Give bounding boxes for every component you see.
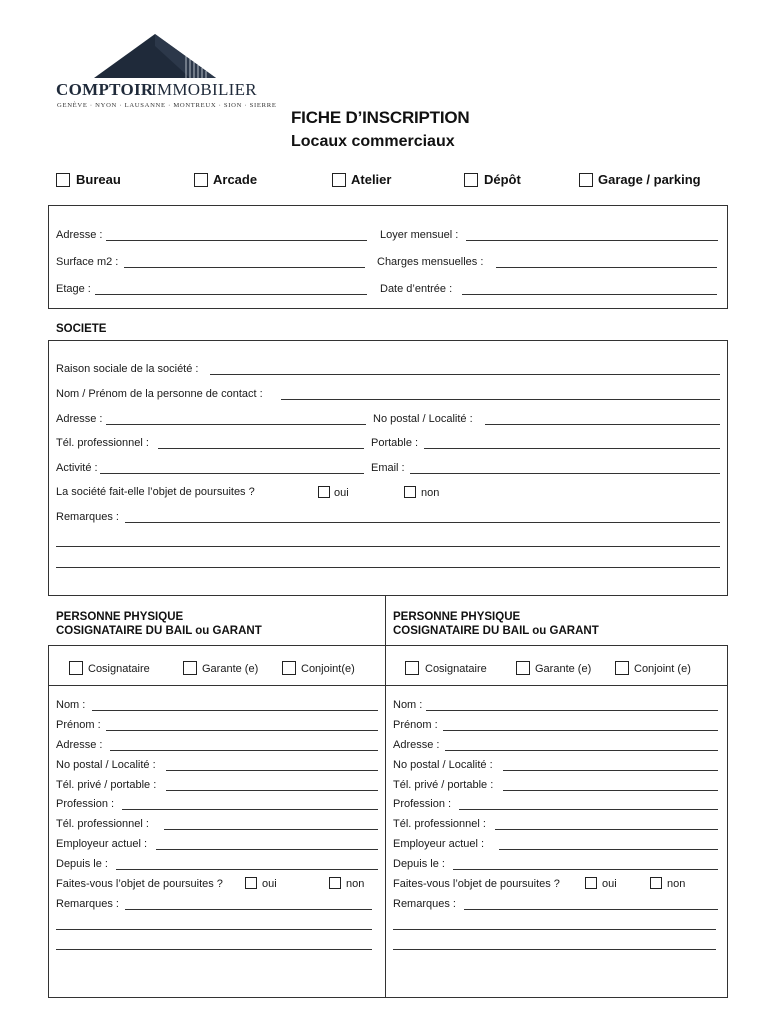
property-etage-label: Etage : bbox=[56, 283, 91, 295]
company-logo bbox=[56, 32, 277, 112]
societe-portable-field[interactable] bbox=[424, 448, 720, 449]
person-1-cosignataire-label: Cosignataire bbox=[88, 663, 150, 675]
person-2-employeur-label: Employeur actuel : bbox=[393, 838, 485, 850]
property-type-bureau: Bureau bbox=[76, 172, 121, 187]
property-adresse-label: Adresse : bbox=[56, 229, 103, 241]
societe-non-checkbox[interactable] bbox=[404, 486, 416, 498]
societe-tel-label: Tél. professionnel : bbox=[56, 437, 149, 449]
societe-activite-label: Activité : bbox=[56, 462, 98, 474]
person-1-nom-field[interactable] bbox=[92, 710, 378, 711]
property-type-garage: Garage / parking bbox=[598, 172, 701, 187]
societe-oui-label: oui bbox=[334, 487, 349, 499]
societe-remarques-field[interactable] bbox=[125, 522, 720, 523]
person-1-oui-label: oui bbox=[262, 878, 277, 890]
societe-portable-label: Portable : bbox=[371, 437, 419, 449]
person-2-remarques-line-3[interactable] bbox=[393, 949, 716, 950]
person-2-depuis-label: Depuis le : bbox=[393, 858, 445, 870]
person-1-depuis-field[interactable] bbox=[116, 869, 378, 870]
property-surface-field[interactable] bbox=[124, 267, 365, 268]
societe-remarques-line-2[interactable] bbox=[56, 546, 720, 547]
person-1-garant-checkbox[interactable] bbox=[183, 661, 197, 675]
person-2-garant-label: Garante (e) bbox=[535, 663, 592, 675]
person-1-adresse-field[interactable] bbox=[110, 750, 378, 751]
person-1-conjoint-checkbox[interactable] bbox=[282, 661, 296, 675]
page-title: FICHE D’INSCRIPTION bbox=[291, 108, 470, 127]
person-2-tel-pro-label: Tél. professionnel : bbox=[393, 818, 486, 830]
person-2-nom-field[interactable] bbox=[426, 710, 718, 711]
person-1-remarques-field[interactable] bbox=[125, 909, 372, 910]
logo-name-right: IMMOBILIER bbox=[151, 80, 257, 99]
person-2-non-label: non bbox=[667, 878, 686, 890]
societe-adresse-label: Adresse : bbox=[56, 413, 103, 425]
person-1-tel-prive-field[interactable] bbox=[166, 790, 378, 791]
property-type-arcade: Arcade bbox=[213, 172, 258, 187]
property-surface-label: Surface m2 : bbox=[56, 256, 119, 268]
person-1-prenom-field[interactable] bbox=[106, 730, 378, 731]
person-1-nom-label: Nom : bbox=[56, 699, 86, 711]
person-1-garant-label: Garante (e) bbox=[202, 663, 259, 675]
person-1-tel-pro-label: Tél. professionnel : bbox=[56, 818, 149, 830]
person-2-cosignataire-label: Cosignataire bbox=[425, 663, 487, 675]
person-2-non-checkbox[interactable] bbox=[650, 877, 662, 889]
person-2-title-line1: PERSONNE PHYSIQUE bbox=[393, 611, 521, 623]
societe-remarques-label: Remarques : bbox=[56, 511, 119, 523]
societe-poursuites-label: La société fait-elle l’objet de poursuites ? bbox=[56, 486, 255, 498]
person-1-employeur-field[interactable] bbox=[156, 849, 378, 850]
checkbox-atelier[interactable] bbox=[332, 173, 346, 187]
societe-email-label: Email : bbox=[371, 462, 405, 474]
person-2-oui-checkbox[interactable] bbox=[585, 877, 597, 889]
property-loyer-field[interactable] bbox=[466, 240, 718, 241]
person-2-conjoint-label: Conjoint (e) bbox=[634, 663, 691, 675]
persons-fields-box bbox=[48, 685, 728, 998]
societe-adresse-field[interactable] bbox=[106, 424, 366, 425]
societe-email-field[interactable] bbox=[410, 473, 720, 474]
person-1-profession-label: Profession : bbox=[56, 798, 115, 810]
checkbox-bureau[interactable] bbox=[56, 173, 70, 187]
societe-oui-checkbox[interactable] bbox=[318, 486, 330, 498]
person-2-remarques-label: Remarques : bbox=[393, 898, 456, 910]
person-2-profession-field[interactable] bbox=[459, 809, 718, 810]
person-1-postal-label: No postal / Localité : bbox=[56, 759, 156, 771]
property-charges-field[interactable] bbox=[496, 267, 717, 268]
person-1-non-label: non bbox=[346, 878, 365, 890]
person-2-conjoint-checkbox[interactable] bbox=[615, 661, 629, 675]
person-2-tel-pro-field[interactable] bbox=[495, 829, 718, 830]
societe-postal-field[interactable] bbox=[485, 424, 720, 425]
checkbox-depot[interactable] bbox=[464, 173, 478, 187]
logo-roof-icon bbox=[94, 32, 216, 78]
property-loyer-label: Loyer mensuel : bbox=[380, 229, 459, 241]
societe-remarques-line-3[interactable] bbox=[56, 567, 720, 568]
person-1-adresse-label: Adresse : bbox=[56, 739, 103, 751]
person-2-employeur-field[interactable] bbox=[499, 849, 718, 850]
property-type-atelier: Atelier bbox=[351, 172, 392, 187]
person-2-postal-field[interactable] bbox=[503, 770, 718, 771]
logo-name-left: COMPTOIR bbox=[56, 80, 154, 99]
property-date-field[interactable] bbox=[462, 294, 717, 295]
societe-raison-field[interactable] bbox=[210, 374, 720, 375]
person-2-tel-prive-label: Tél. privé / portable : bbox=[393, 779, 494, 791]
societe-contact-field[interactable] bbox=[281, 399, 720, 400]
person-2-prenom-label: Prénom : bbox=[393, 719, 438, 731]
societe-raison-label: Raison sociale de la société : bbox=[56, 363, 199, 375]
person-1-postal-field[interactable] bbox=[166, 770, 378, 771]
person-2-title-line2: COSIGNATAIRE DU BAIL ou GARANT bbox=[393, 625, 599, 637]
societe-postal-label: No postal / Localité : bbox=[373, 413, 473, 425]
checkbox-garage[interactable] bbox=[579, 173, 593, 187]
person-1-remarques-line-3[interactable] bbox=[56, 949, 372, 950]
societe-non-label: non bbox=[421, 487, 440, 499]
person-2-tel-prive-field[interactable] bbox=[503, 790, 718, 791]
property-charges-label: Charges mensuelles : bbox=[377, 256, 484, 268]
person-1-title-line1: PERSONNE PHYSIQUE bbox=[56, 611, 184, 623]
person-2-nom-label: Nom : bbox=[393, 699, 423, 711]
page-subtitle: Locaux commerciaux bbox=[291, 133, 455, 150]
person-1-poursuites-label: Faites-vous l’objet de poursuites ? bbox=[56, 878, 223, 890]
person-1-conjoint-label: Conjoint(e) bbox=[301, 663, 355, 675]
person-2-depuis-field[interactable] bbox=[453, 869, 718, 870]
person-1-title-line2: COSIGNATAIRE DU BAIL ou GARANT bbox=[56, 625, 262, 637]
property-etage-field[interactable] bbox=[95, 294, 367, 295]
societe-contact-label: Nom / Prénom de la personne de contact : bbox=[56, 388, 263, 400]
person-1-employeur-label: Employeur actuel : bbox=[56, 838, 148, 850]
person-1-profession-field[interactable] bbox=[122, 809, 378, 810]
person-2-prenom-field[interactable] bbox=[443, 730, 718, 731]
societe-title: SOCIETE bbox=[56, 323, 107, 335]
person-2-profession-label: Profession : bbox=[393, 798, 452, 810]
person-2-remarques-line-2[interactable] bbox=[393, 929, 716, 930]
logo-cities: GENÈVE · NYON · LAUSANNE · MONTREUX · SION · SIERRE bbox=[57, 102, 277, 109]
person-1-oui-checkbox[interactable] bbox=[245, 877, 257, 889]
property-type-depot: Dépôt bbox=[484, 172, 521, 187]
person-1-prenom-label: Prénom : bbox=[56, 719, 101, 731]
person-2-cosignataire-checkbox[interactable] bbox=[405, 661, 419, 675]
person-1-remarques-line-2[interactable] bbox=[56, 929, 372, 930]
person-2-garant-checkbox[interactable] bbox=[516, 661, 530, 675]
person-2-remarques-field[interactable] bbox=[464, 909, 718, 910]
societe-activite-field[interactable] bbox=[100, 473, 364, 474]
checkbox-arcade[interactable] bbox=[194, 173, 208, 187]
property-date-label: Date d’entrée : bbox=[380, 283, 453, 295]
person-1-non-checkbox[interactable] bbox=[329, 877, 341, 889]
person-1-cosignataire-checkbox[interactable] bbox=[69, 661, 83, 675]
person-2-oui-label: oui bbox=[602, 878, 617, 890]
societe-tel-field[interactable] bbox=[158, 448, 364, 449]
property-adresse-field[interactable] bbox=[106, 240, 367, 241]
person-2-postal-label: No postal / Localité : bbox=[393, 759, 493, 771]
person-1-depuis-label: Depuis le : bbox=[56, 858, 108, 870]
person-2-poursuites-label: Faites-vous l’objet de poursuites ? bbox=[393, 878, 560, 890]
person-1-tel-prive-label: Tél. privé / portable : bbox=[56, 779, 157, 791]
person-1-tel-pro-field[interactable] bbox=[164, 829, 378, 830]
person-1-remarques-label: Remarques : bbox=[56, 898, 119, 910]
person-2-adresse-label: Adresse : bbox=[393, 739, 440, 751]
person-2-adresse-field[interactable] bbox=[445, 750, 718, 751]
